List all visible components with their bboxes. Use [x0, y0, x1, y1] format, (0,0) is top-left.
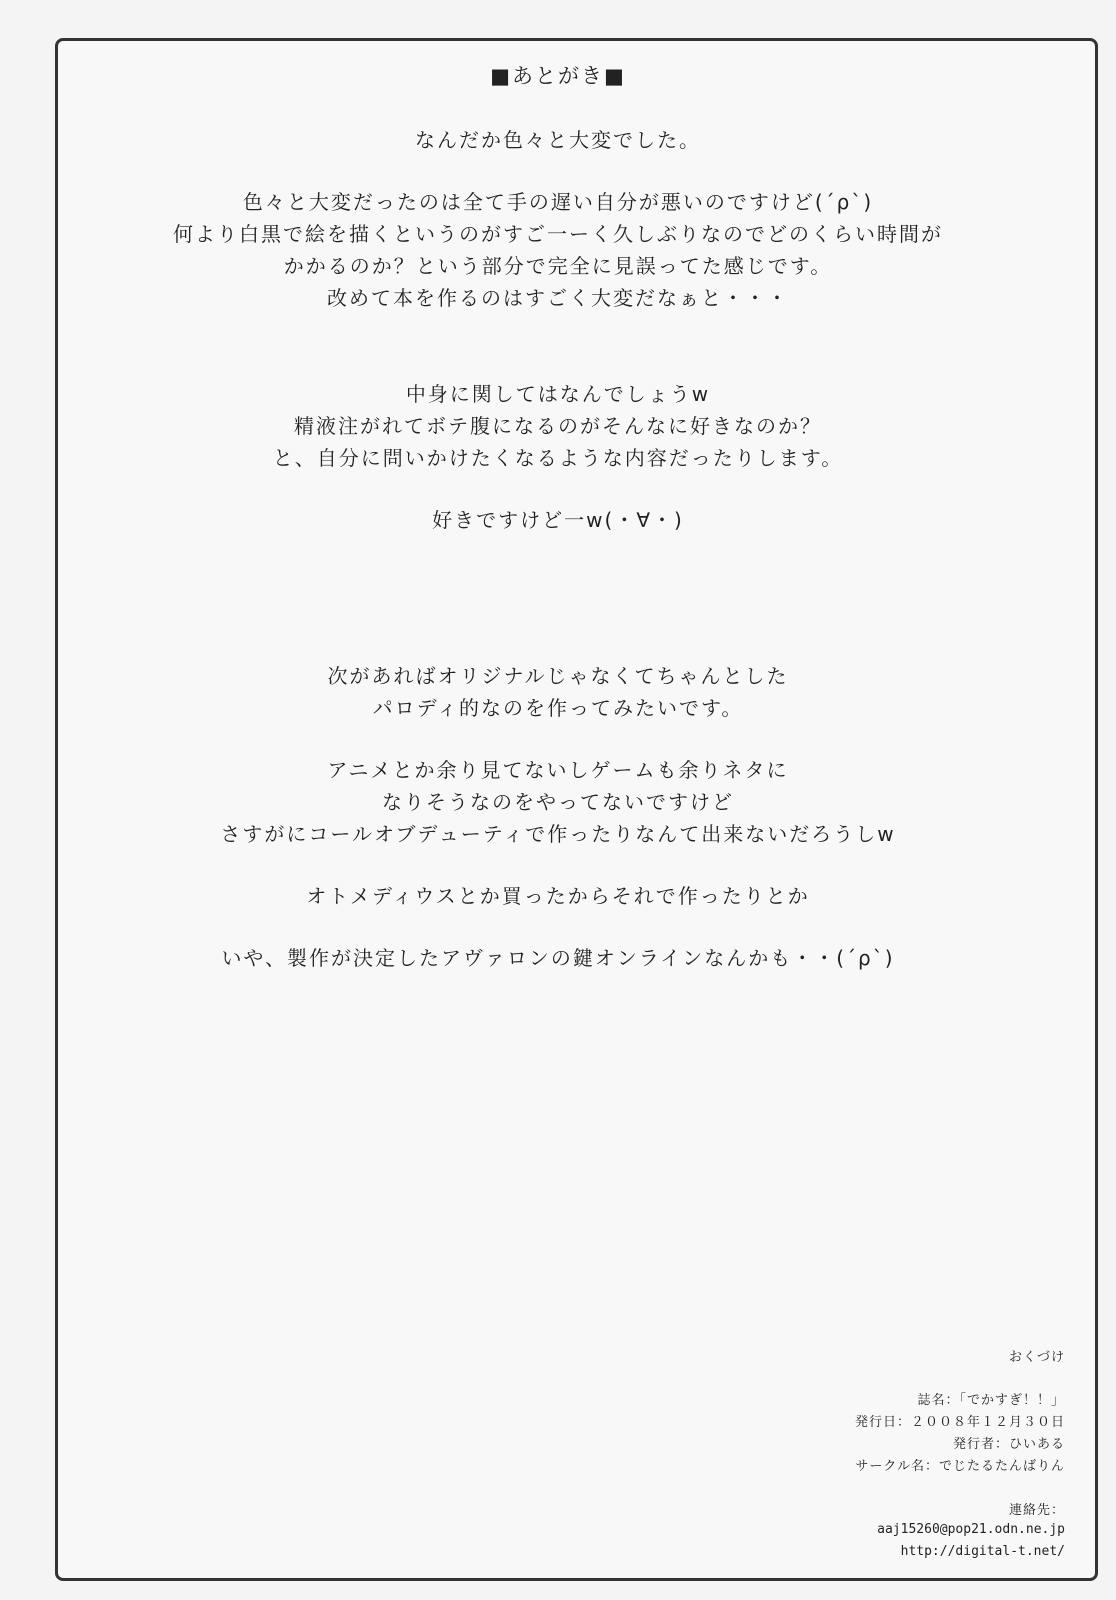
body-line-8: と、自分に問いかけたくなるような内容だったりします。 — [272, 446, 844, 470]
body-line-1: なんだか色々と大変でした。 — [415, 128, 701, 152]
body-line-7: 精液注がれてボテ腹になるのがそんなに好きなのか？ — [294, 414, 822, 438]
body-line-15: オトメディウスとか買ったからそれで作ったりとか — [306, 884, 810, 908]
colophon-title: 誌名：「でかすぎ！！」 — [917, 1393, 1065, 1408]
body-line-2: 色々と大変だったのは全て手の遅い自分が悪いのですけど(´ρ`) — [242, 190, 874, 214]
body-line-16: いや、製作が決定したアヴァロンの鍵オンラインなんかも・・(´ρ`) — [221, 946, 895, 970]
body-line-10: 次があればオリジナルじゃなくてちゃんとした — [327, 664, 789, 688]
colophon-publisher: 発行者：ひいある — [952, 1437, 1065, 1452]
body-line-9: 好きですけど一w(・∀・) — [432, 508, 684, 532]
body-line-11: パロディ的なのを作ってみたいです。 — [372, 696, 744, 720]
body-line-3: 何より白黒で絵を描くというのがすご一ーく久しぶりなのでどのくらい時間が — [173, 222, 943, 246]
colophon-url: http://digital-t.net/ — [900, 1544, 1065, 1559]
colophon-circle: サークル名：でじたるたんばりん — [855, 1459, 1065, 1474]
afterword-heading: ■あとがき■ — [490, 64, 626, 88]
body-line-13: なりそうなのをやってないですけど — [382, 790, 734, 814]
body-line-14: さすがにコールオブデューティで作ったりなんて出来ないだろうしw — [220, 822, 896, 846]
colophon-heading: おくづけ — [1008, 1350, 1065, 1365]
body-line-5: 改めて本を作るのはすごく大変だなぁと・・・ — [327, 286, 789, 310]
body-line-12: アニメとか余り見てないしゲームも余りネタに — [327, 758, 789, 782]
colophon-contact-label: 連絡先： — [1008, 1503, 1065, 1518]
body-line-4: かかるのか？という部分で完全に見誤ってた感じです。 — [283, 254, 833, 278]
colophon-date: 発行日：２００８年１２月３０日 — [854, 1415, 1065, 1430]
body-line-6: 中身に関してはなんでしょうw — [405, 382, 711, 406]
colophon-email: aaj15260@pop21.odn.ne.jp — [877, 1522, 1065, 1537]
